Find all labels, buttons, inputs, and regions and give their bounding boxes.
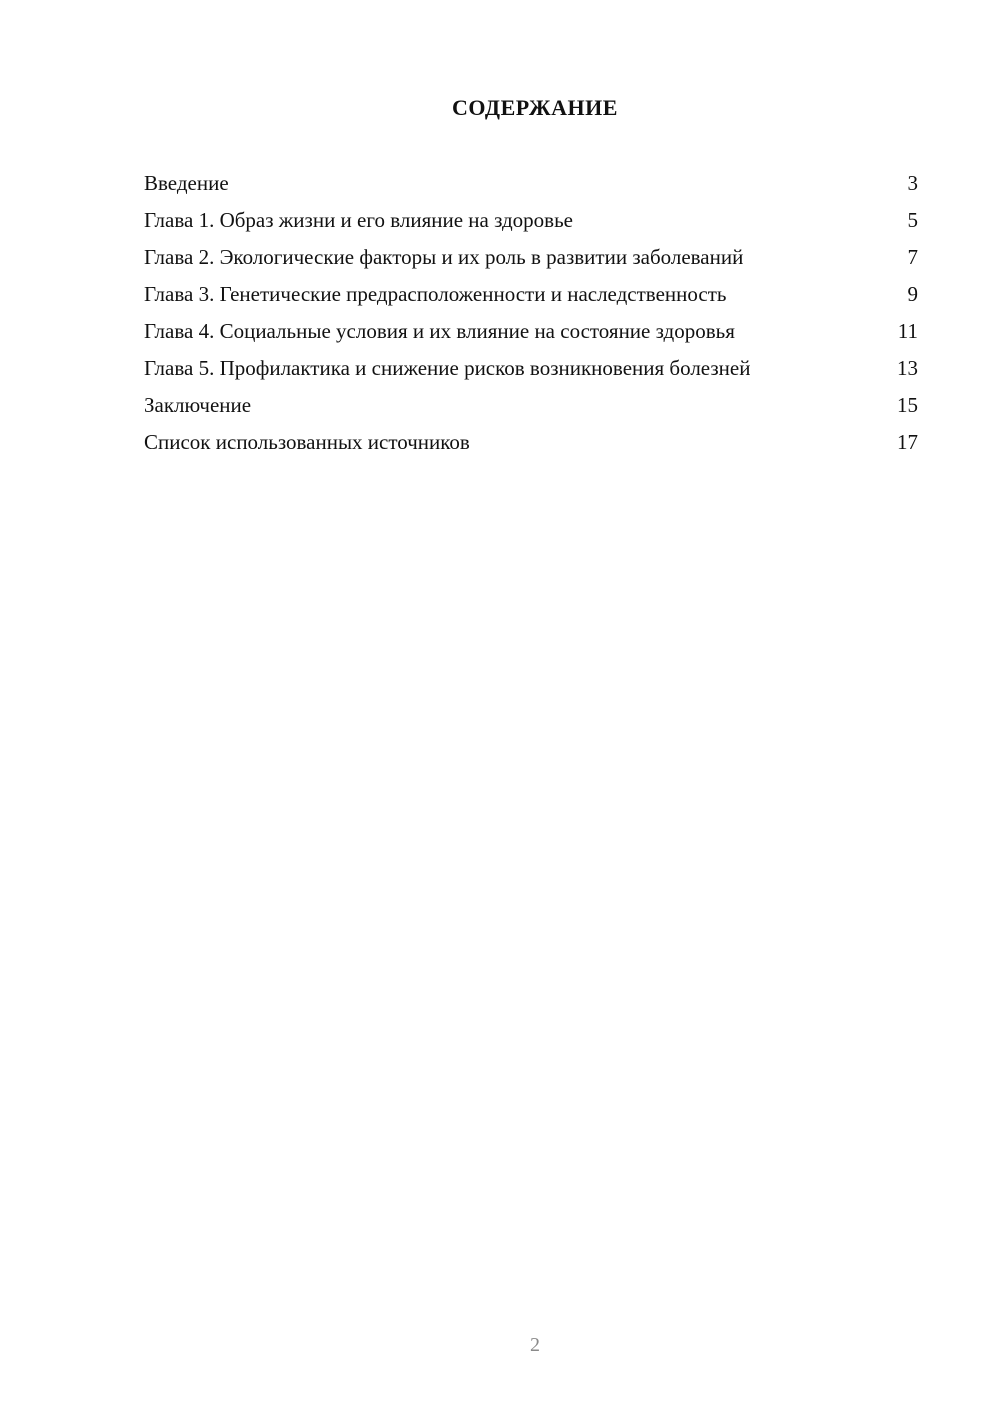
toc-item-title: Глава 3. Генетические предрасположенности и наследственность — [144, 282, 727, 306]
page-number: 2 — [530, 1334, 540, 1356]
toc-item-title: Список использованных источников — [144, 430, 470, 454]
page-title: СОДЕРЖАНИЕ — [452, 95, 618, 120]
toc-item-title: Глава 5. Профилактика и снижение рисков возникновения болезней — [144, 356, 751, 380]
toc-item-chapter-4 — [144, 318, 918, 345]
toc-item-title: Заключение — [144, 393, 252, 417]
toc-item-page: 11 — [897, 319, 918, 343]
toc-item-page: 5 — [907, 208, 918, 232]
toc-item-title: Глава 2. Экологические факторы и их роль в развитии заболеваний — [144, 245, 744, 269]
toc-item-chapter-2 — [144, 244, 918, 271]
toc-item-page: 13 — [897, 356, 918, 380]
toc-item-page: 15 — [897, 393, 918, 417]
toc-item-conclusion — [144, 392, 918, 419]
toc-item-page: 7 — [907, 245, 918, 269]
toc-item-page: 17 — [897, 430, 918, 454]
toc-item-page: 9 — [907, 282, 918, 306]
toc-item-title: Глава 4. Социальные условия и их влияние на состояние здоровья — [144, 319, 735, 343]
table-of-contents — [144, 170, 918, 466]
toc-item-chapter-3 — [144, 281, 918, 308]
toc-item-page: 3 — [907, 171, 918, 195]
toc-item-references — [144, 429, 918, 456]
toc-item-title: Глава 1. Образ жизни и его влияние на здоровье — [144, 208, 573, 232]
toc-item-introduction — [144, 170, 918, 197]
toc-item-chapter-5 — [144, 355, 918, 382]
toc-item-title: Введение — [144, 171, 229, 195]
toc-item-chapter-1 — [144, 207, 918, 234]
